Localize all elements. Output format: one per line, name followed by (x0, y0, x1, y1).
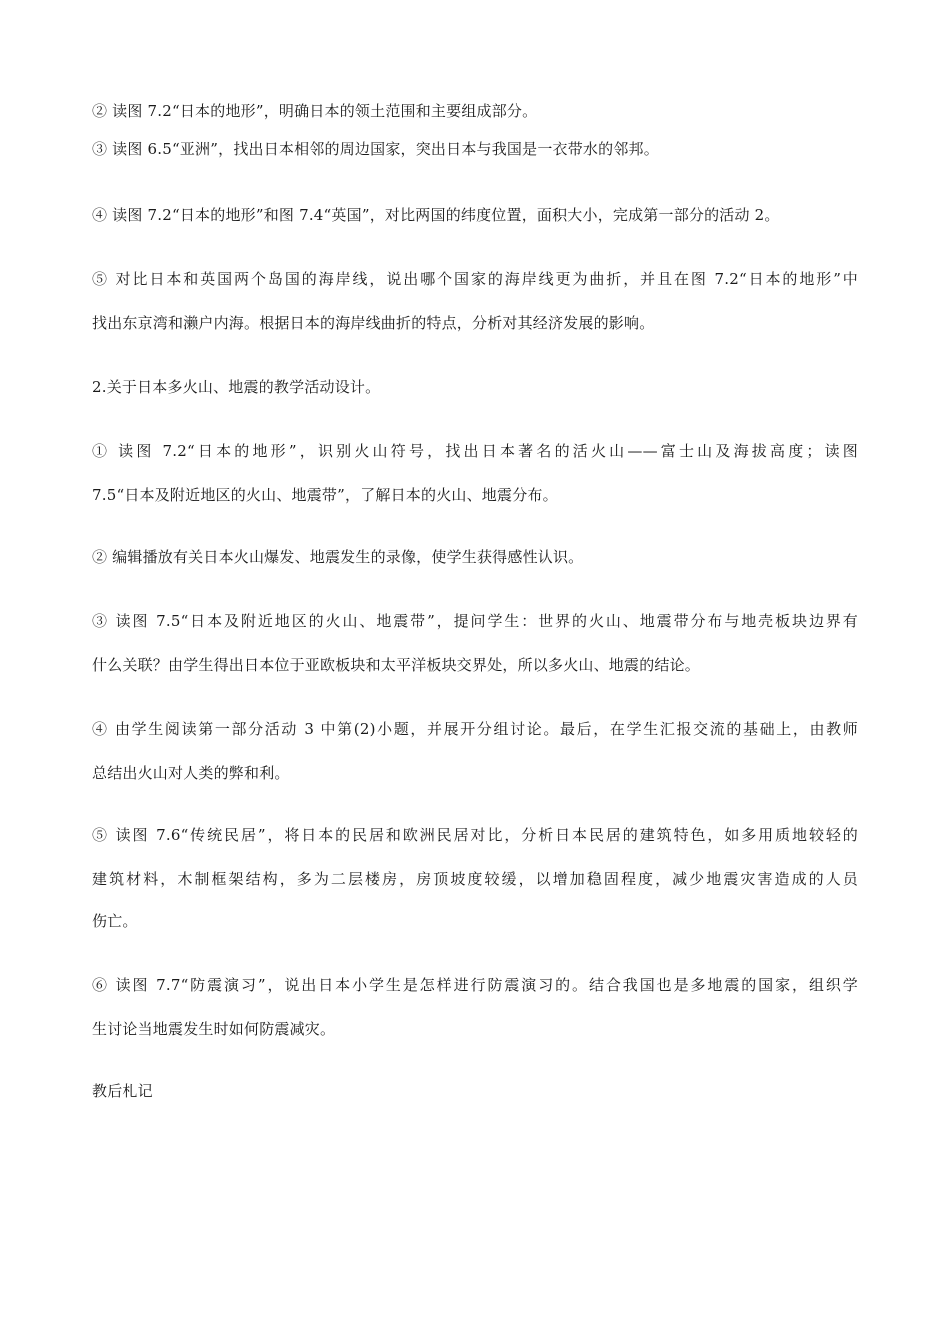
text-line: ③ 读图 6.5“亚洲”，找出日本相邻的周边国家，突出日本与我国是一衣带水的邻邦。 (92, 140, 659, 158)
text-line: 伤亡。 (92, 912, 138, 930)
text-line: 生讨论当地震发生时如何防震减灾。 (92, 1020, 336, 1038)
text-line: 找出东京湾和濑户内海。根据日本的海岸线曲折的特点，分析对其经济发展的影响。 (92, 314, 655, 332)
text-line: ④ 由学生阅读第一部分活动 3 中第(2)小题，并展开分组讨论。最后，在学生汇报交流的基础上，由教师 (92, 720, 858, 738)
section-heading: 2.关于日本多火山、地震的教学活动设计。 (92, 378, 381, 396)
section-heading: 教后札记 (92, 1082, 153, 1100)
text-line: ⑥ 读图 7.7“防震演习”，说出日本小学生是怎样进行防震演习的。结合我国也是多地震的国家，组织学 (92, 976, 858, 994)
text-line: 7.5“日本及附近地区的火山、地震带”，了解日本的火山、地震分布。 (92, 486, 558, 504)
text-line: 什么关联？由学生得出日本位于亚欧板块和太平洋板块交界处，所以多火山、地震的结论。 (92, 656, 701, 674)
text-line: ④ 读图 7.2“日本的地形”和图 7.4“英国”，对比两国的纬度位置，面积大小，完成第一部分的活动 2。 (92, 206, 780, 224)
text-line: ① 读图 7.2“日本的地形”，识别火山符号，找出日本著名的活火山——富士山及海拔高度；读图 (92, 442, 858, 460)
text-line: ⑤ 读图 7.6“传统民居”，将日本的民居和欧洲民居对比，分析日本民居的建筑特色，如多用质地较轻的 (92, 826, 858, 844)
text-line: ⑤ 对比日本和英国两个岛国的海岸线，说出哪个国家的海岸线更为曲折，并且在图 7.2“日本的地形”中 (92, 270, 858, 288)
text-line: 建筑材料，木制框架结构，多为二层楼房，房顶坡度较缓，以增加稳固程度，减少地震灾害造成的人员 (92, 870, 858, 888)
text-line: ③ 读图 7.5“日本及附近地区的火山、地震带”，提问学生：世界的火山、地震带分布与地壳板块边界有 (92, 612, 858, 630)
text-line: ② 编辑播放有关日本火山爆发、地震发生的录像，使学生获得感性认识。 (92, 548, 584, 566)
text-line: ② 读图 7.2“日本的地形”，明确日本的领土范围和主要组成部分。 (92, 102, 538, 120)
text-line: 总结出火山对人类的弊和利。 (92, 764, 290, 782)
